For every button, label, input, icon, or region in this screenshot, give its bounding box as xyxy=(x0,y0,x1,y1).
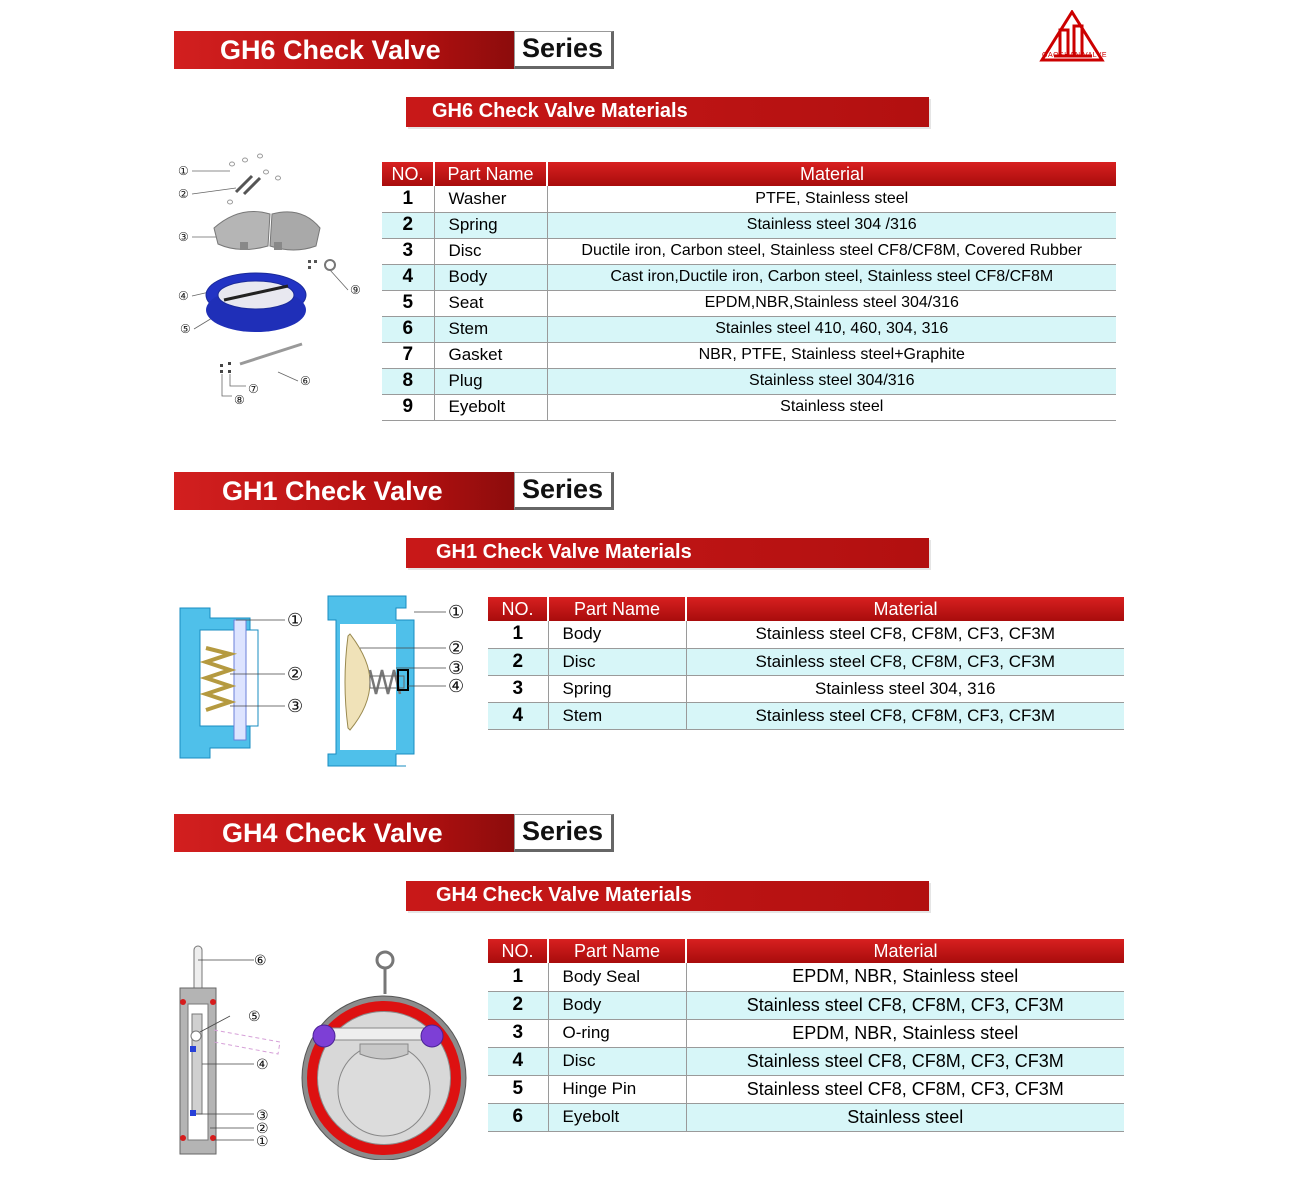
table-row: 5 Hinge Pin Stainless steel CF8, CF8M, CF3, CF3M xyxy=(488,1075,1124,1103)
table-row: 1 Body Seal EPDM, NBR, Stainless steel xyxy=(488,963,1124,991)
callout-4: ④ xyxy=(448,676,465,697)
callout-3: ③ xyxy=(448,658,465,679)
callout-2: ② xyxy=(287,664,304,685)
series-title: GH6 Check Valve xyxy=(220,35,441,65)
gh6-materials-table xyxy=(382,162,1116,421)
callout-3: ③ xyxy=(178,230,189,244)
table-row: 1 Body Stainless steel CF8, CF8M, CF3, CF3M xyxy=(488,621,1124,648)
callout-2: ② xyxy=(178,187,189,201)
callout-3: ③ xyxy=(256,1108,269,1124)
series-header-gh1 xyxy=(174,472,614,510)
callout-6: ⑥ xyxy=(300,374,311,388)
gh1-materials-table xyxy=(488,597,1124,730)
series-word: Series xyxy=(522,33,604,63)
table-row: 5 Seat EPDM,NBR,Stainless steel 304/316 xyxy=(382,290,1116,316)
series-header-gh4 xyxy=(174,814,614,852)
callout-4: ④ xyxy=(256,1057,269,1073)
col-header-no: NO. xyxy=(488,939,548,963)
callout-4: ④ xyxy=(178,289,189,303)
callout-1: ① xyxy=(256,1134,269,1150)
table-row: 8 Plug Stainless steel 304/316 xyxy=(382,368,1116,394)
table-row: 4 Body Cast iron,Ductile iron, Carbon steel, Stainless steel CF8/CF8M xyxy=(382,264,1116,290)
table-row: 4 Stem Stainless steel CF8, CF8M, CF3, CF3M xyxy=(488,702,1124,729)
series-word: Series xyxy=(522,474,604,504)
callout-9: ⑨ xyxy=(350,283,361,297)
callout-2: ② xyxy=(256,1121,269,1137)
callout-1: ① xyxy=(448,602,465,623)
col-header-material: Material xyxy=(686,939,1124,963)
callout-5: ⑤ xyxy=(248,1009,261,1025)
col-header-material: Material xyxy=(686,597,1124,621)
table-row: 3 Spring Stainless steel 304, 316 xyxy=(488,675,1124,702)
callout-1: ① xyxy=(178,164,189,178)
callout-6: ⑥ xyxy=(254,953,267,969)
table-row: 9 Eyebolt Stainless steel xyxy=(382,394,1116,420)
series-header-gh6 xyxy=(174,31,614,69)
materials-header-gh6 xyxy=(406,97,929,127)
col-header-part-name: Part Name xyxy=(548,939,686,963)
table-row: 6 Stem Stainles steel 410, 460, 304, 316 xyxy=(382,316,1116,342)
logo-text: GAOSHAN VALVE xyxy=(1042,52,1107,59)
materials-title: GH6 Check Valve Materials xyxy=(432,100,688,122)
col-header-no: NO. xyxy=(488,597,548,621)
gh4-section-diagram xyxy=(170,940,490,1160)
callout-3: ③ xyxy=(287,696,304,717)
col-header-no: NO. xyxy=(382,162,434,186)
table-row: 1 Washer PTFE, Stainless steel xyxy=(382,186,1116,212)
table-row: 2 Disc Stainless steel CF8, CF8M, CF3, CF3M xyxy=(488,648,1124,675)
table-row: 2 Spring Stainless steel 304 /316 xyxy=(382,212,1116,238)
table-row: 4 Disc Stainless steel CF8, CF8M, CF3, CF3M xyxy=(488,1047,1124,1075)
gh6-exploded-diagram xyxy=(170,150,380,420)
materials-header-gh4 xyxy=(406,881,929,911)
callout-8: ⑧ xyxy=(234,393,245,407)
callout-5: ⑤ xyxy=(180,322,191,336)
table-row: 3 Disc Ductile iron, Carbon steel, Stainless steel CF8/CF8M, Covered Rubber xyxy=(382,238,1116,264)
table-row: 6 Eyebolt Stainless steel xyxy=(488,1103,1124,1131)
callout-1: ① xyxy=(287,610,304,631)
gh1-section-diagram xyxy=(170,590,480,770)
col-header-material: Material xyxy=(547,162,1116,186)
callout-7: ⑦ xyxy=(248,382,259,396)
callout-2: ② xyxy=(448,638,465,659)
col-header-part-name: Part Name xyxy=(434,162,547,186)
table-row: 3 O-ring EPDM, NBR, Stainless steel xyxy=(488,1019,1124,1047)
series-title: GH1 Check Valve xyxy=(222,476,443,506)
materials-header-gh1 xyxy=(406,538,929,568)
series-word: Series xyxy=(522,816,604,846)
gh4-materials-table xyxy=(488,939,1124,1132)
materials-title: GH4 Check Valve Materials xyxy=(436,884,692,906)
materials-title: GH1 Check Valve Materials xyxy=(436,541,692,563)
series-title: GH4 Check Valve xyxy=(222,818,443,848)
col-header-part-name: Part Name xyxy=(548,597,686,621)
table-row: 7 Gasket NBR, PTFE, Stainless steel+Graphite xyxy=(382,342,1116,368)
table-row: 2 Body Stainless steel CF8, CF8M, CF3, CF3M xyxy=(488,991,1124,1019)
